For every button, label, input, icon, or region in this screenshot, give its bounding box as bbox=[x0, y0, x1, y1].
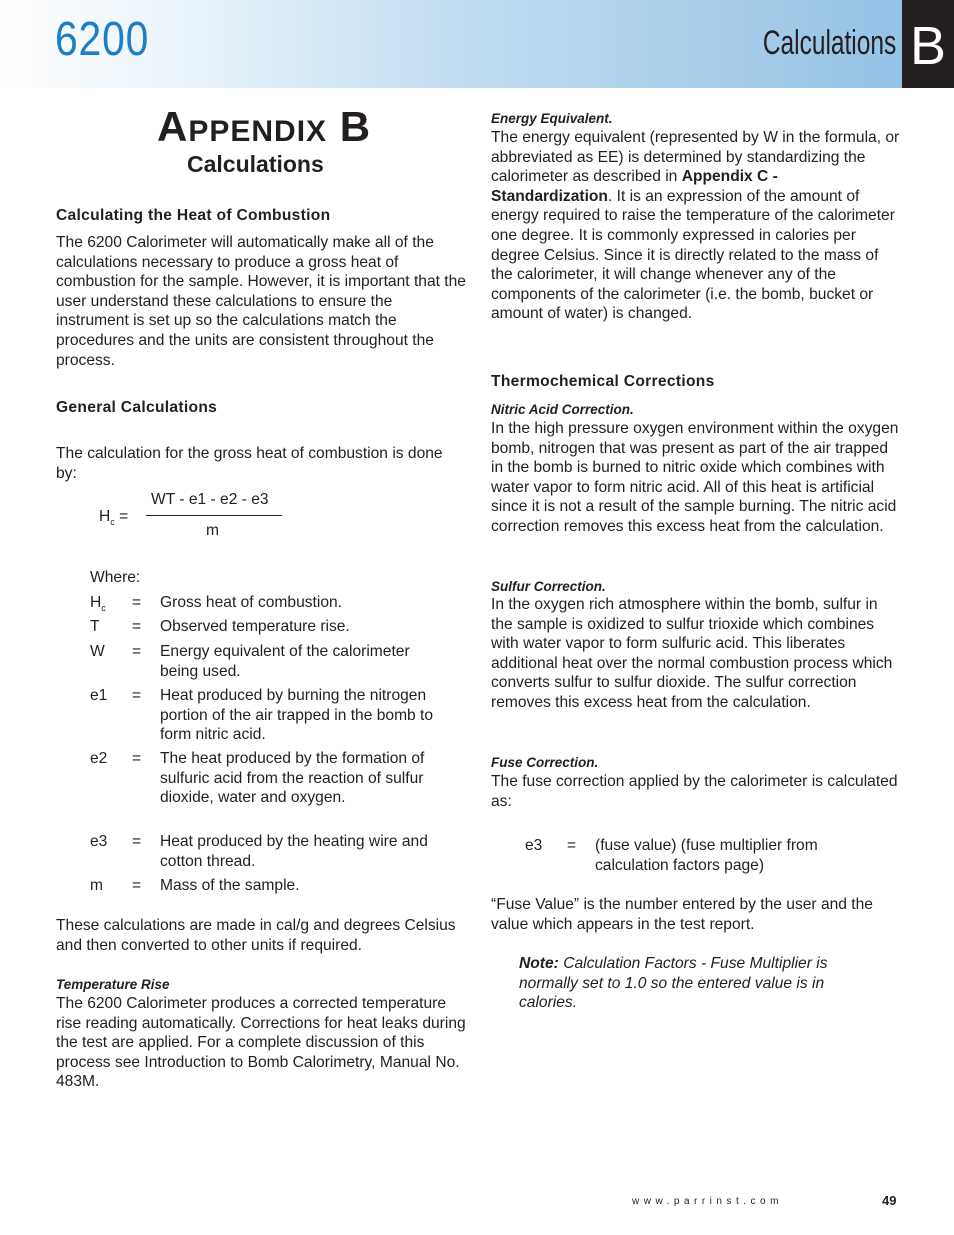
where-definition: Energy equivalent of the calorimeter being used. bbox=[160, 643, 410, 680]
formula-fraction-bar bbox=[146, 515, 282, 516]
note-label: Note: bbox=[519, 955, 559, 972]
heading-thermochemical-corrections: Thermochemical Corrections bbox=[491, 373, 715, 390]
where-symbol: m bbox=[90, 877, 103, 894]
heading-energy-equivalent: Energy Equivalent. bbox=[491, 111, 613, 126]
paragraph-nitric-acid-correction: In the high pressure oxygen environment within the oxygen bomb, nitrogen that was present as part of the air trapped in the bomb is burned to nitric oxide which combines with water vapor to form nitric acid. All of this heat is artificial since it is not a result of the sample burning. The nitric acid correction removes this excess heat from the calculation. bbox=[491, 420, 899, 535]
fuse-equals: = bbox=[567, 837, 577, 854]
where-equals: = bbox=[132, 687, 142, 704]
where-definition: Mass of the sample. bbox=[160, 877, 300, 894]
paragraph-general-calculations: The calculation for the gross heat of combustion is done by: bbox=[56, 445, 443, 482]
paragraph-heat-of-combustion: The 6200 Calorimeter will automatically make all of the calculations necessary to produce a gross heat of combustion for the sample. However, it is important that the user understand these calculations to ensure the instrument is set up so the calculations match the procedures and the units are consistent throughout the process. bbox=[56, 234, 466, 369]
heading-nitric-acid-correction: Nitric Acid Correction. bbox=[491, 402, 634, 417]
where-definition: Heat produced by burning the nitrogen portion of the air trapped in the bomb to form nitric acid. bbox=[160, 687, 434, 744]
formula-lhs-subscript: c bbox=[110, 517, 115, 528]
appendix-title-rest: PPENDIX bbox=[188, 115, 328, 148]
where-definition: Gross heat of combustion. bbox=[160, 594, 343, 611]
where-symbol: e2 bbox=[90, 750, 108, 767]
heading-heat-of-combustion: Calculating the Heat of Combustion bbox=[56, 207, 331, 224]
model-number: 6200 bbox=[55, 13, 150, 66]
paragraph-energy-equivalent bbox=[491, 128, 901, 324]
heading-fuse-correction: Fuse Correction. bbox=[491, 755, 599, 770]
formula-lhs-equals: = bbox=[114, 508, 129, 525]
where-symbol-text: H bbox=[90, 594, 102, 611]
page-header bbox=[0, 0, 954, 88]
heading-temperature-rise: Temperature Rise bbox=[56, 977, 170, 992]
where-symbol bbox=[90, 593, 130, 619]
fuse-symbol: e3 bbox=[525, 837, 543, 854]
appendix-title-letter: B bbox=[339, 103, 372, 150]
where-equals: = bbox=[132, 643, 142, 660]
appendix-c-reference: Appendix C - Standardization bbox=[491, 168, 778, 205]
where-equals: = bbox=[132, 833, 142, 850]
paragraph-temperature-rise: The 6200 Calorimeter produces a corrected temperature rise reading automatically. Corrections for heat leaks during the test are applied. For a complete discussion of this process see Introduction to Bomb Calorimetry, Manual No. 483M. bbox=[56, 995, 466, 1091]
energy-text-a: The energy equivalent (represented by W in the formula, or abbreviated as EE) is determined by standardizing the calorimeter as described in bbox=[491, 129, 900, 186]
header-section-title: Calculations bbox=[762, 24, 896, 62]
appendix-title-first: A bbox=[157, 103, 189, 150]
where-symbol: e3 bbox=[90, 833, 108, 850]
paragraph-fuse-correction: The fuse correction applied by the calorimeter is calculated as: bbox=[491, 773, 898, 810]
energy-text-b: . It is an expression of the amount of energy required to raise the temperature of the calorimeter one degree. It is commonly expressed in calories per degree Celsius. Since it is directly related to the mass of the calorimeter, it will change whenever any of the components of the calorimeter (i.e. the bomb, bucket or amount of water) is changed. bbox=[491, 187, 895, 323]
formula-denominator: m bbox=[206, 522, 219, 539]
where-symbol: T bbox=[90, 618, 100, 635]
paragraph-units: These calculations are made in cal/g and degrees Celsius and then converted to other units if required. bbox=[56, 917, 456, 954]
where-equals: = bbox=[132, 594, 142, 611]
where-equals: = bbox=[132, 750, 142, 767]
header-appendix-letter: B bbox=[902, 0, 954, 88]
heading-sulfur-correction: Sulfur Correction. bbox=[491, 579, 606, 594]
where-symbol-subscript: c bbox=[101, 603, 106, 614]
paragraph-sulfur-correction: In the oxygen rich atmosphere within the bomb, sulfur in the sample is oxidized to sulfur trioxide which combines with water vapor to form sulfuric acid. This liberates additional heat over the normal combustion process which converts sulfur to sulfur dioxide. The sulfur correction removes this excess heat from the calculation. bbox=[491, 596, 893, 711]
note-text: Calculation Factors - Fuse Multiplier is normally set to 1.0 so the entered value is in calories. bbox=[519, 955, 828, 1012]
where-definition: Heat produced by the heating wire and cotton thread. bbox=[160, 833, 428, 870]
paragraph-fuse-value: “Fuse Value” is the number entered by the user and the value which appears in the test report. bbox=[491, 896, 873, 933]
where-symbol: W bbox=[90, 643, 105, 660]
where-definition: The heat produced by the formation of sulfuric acid from the reaction of sulfur dioxide, water and oxygen. bbox=[160, 750, 425, 807]
appendix-title bbox=[157, 104, 371, 155]
where-equals: = bbox=[132, 877, 142, 894]
where-equals: = bbox=[132, 618, 142, 635]
page-number: 49 bbox=[882, 1193, 897, 1208]
formula-numerator: WT - e1 - e2 - e3 bbox=[151, 491, 269, 508]
where-label: Where: bbox=[90, 569, 141, 586]
where-definition: Observed temperature rise. bbox=[160, 618, 350, 635]
fuse-definition: (fuse value) (fuse multiplier from calculation factors page) bbox=[595, 837, 818, 874]
formula-lhs-symbol: H bbox=[99, 508, 111, 525]
appendix-subtitle: Calculations bbox=[187, 151, 324, 177]
footer-website: www.parrinst.com bbox=[632, 1196, 783, 1207]
where-symbol: e1 bbox=[90, 687, 108, 704]
note bbox=[519, 954, 879, 1013]
heading-general-calculations: General Calculations bbox=[56, 399, 218, 416]
formula-lhs bbox=[99, 508, 128, 527]
